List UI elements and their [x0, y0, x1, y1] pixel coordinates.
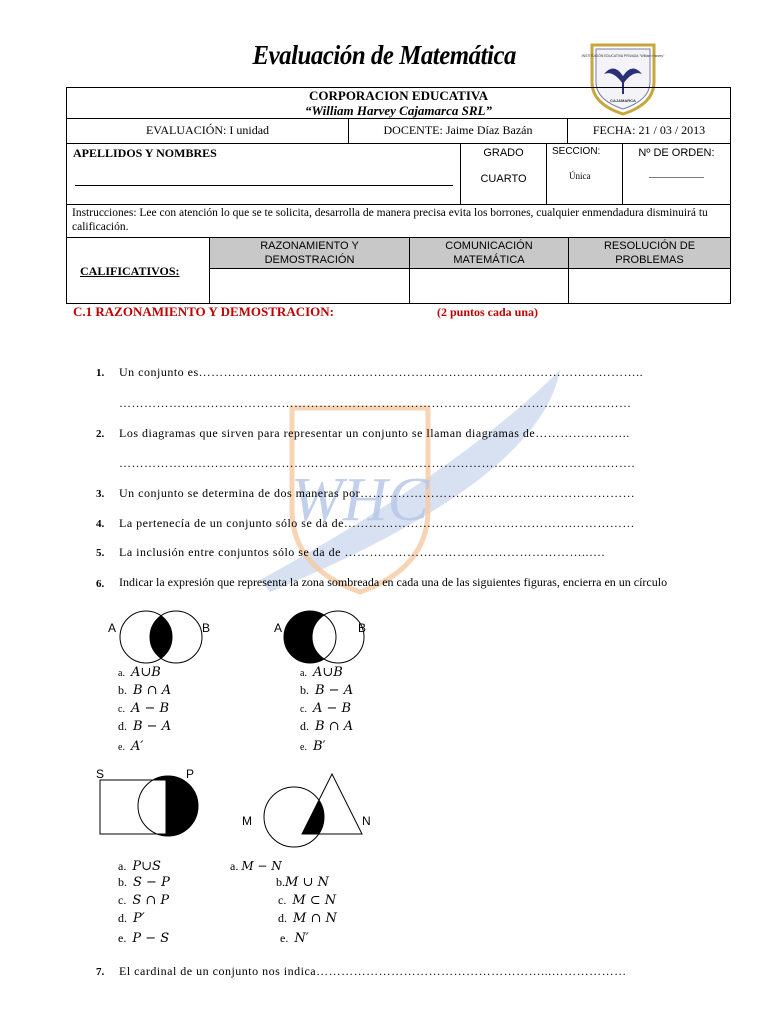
- grado-value: CUARTO: [480, 173, 527, 185]
- orden-label: Nº DE ORDEN:: [638, 147, 715, 159]
- option[interactable]: d. P′: [118, 911, 145, 926]
- docente-text: DOCENTE: Jaime Díaz Bazán: [383, 123, 533, 137]
- evaluacion-text: EVALUACIÓN: I unidad: [145, 123, 270, 137]
- org-name: CORPORACION EDUCATIVA: [308, 88, 488, 103]
- question-3: Un conjunto se determina de dos maneras por…………………………………………………………: [119, 486, 636, 500]
- apellidos-label: APELLIDOS Y NOMBRES: [73, 146, 217, 160]
- seccion-label: SECCION:: [552, 146, 601, 157]
- question-6: Indicar la expresión que representa la zona sombreada en cada una de las siguientes figuras, encierra en un círculo: [119, 575, 668, 589]
- docente-cell: [348, 118, 568, 144]
- org-cell: [66, 87, 731, 119]
- seccion-cell: [546, 143, 623, 205]
- col1-label: RAZONAMIENTO Y DEMOSTRACIÓN: [260, 240, 359, 266]
- seccion-value: Única: [569, 171, 591, 181]
- name-line[interactable]: [75, 185, 453, 186]
- set-label-s: S: [96, 767, 105, 781]
- question-5: La inclusión entre conjuntos sólo se da de …………………………………………………..….: [119, 545, 605, 559]
- evaluacion-cell: [66, 118, 349, 144]
- options-figure-1: [118, 665, 171, 757]
- instrucciones-text: Instrucciones: Lee con atención lo que se te solicita, desarrolla de manera precisa evita los borrones, cualquier enmendadura disminuirá tu calificación.: [72, 207, 708, 233]
- question-2: Los diagramas que sirven para representar un conjunto se llaman diagramas de…………………..: [119, 426, 630, 440]
- venn-figure-4: [232, 764, 382, 854]
- question-number: 6.: [96, 578, 105, 590]
- option[interactable]: a. P∪S: [118, 859, 161, 874]
- question-number: 1.: [96, 367, 105, 379]
- option[interactable]: a. M − N: [230, 859, 282, 873]
- answer-line[interactable]: …………………………………………………………………………………………………………….: [119, 456, 635, 470]
- option[interactable]: a. A∪B: [118, 665, 161, 680]
- col3-header: [568, 237, 731, 269]
- options-figure-3: [118, 859, 170, 949]
- option[interactable]: e. P − S: [118, 931, 170, 946]
- grado-cell: [460, 143, 547, 205]
- question-number: 4.: [96, 518, 105, 530]
- option[interactable]: d. B − A: [118, 719, 172, 734]
- calificativos-cell: [66, 237, 210, 304]
- answer-line[interactable]: ……………………………………………………………………………………………………………: [119, 396, 632, 410]
- question-7: El cardinal de un conjunto nos indica………………………………………………...………………: [119, 964, 627, 978]
- venn-figure-2: [272, 608, 382, 668]
- set-label-p: P: [186, 767, 195, 781]
- option[interactable]: c. M ⊂ N: [278, 893, 337, 908]
- shaded-region: [302, 774, 362, 834]
- col2-score[interactable]: [409, 268, 569, 304]
- org-subtitle: “William Harvey Cajamarca SRL”: [305, 103, 492, 118]
- set-label-m: M: [242, 814, 252, 828]
- section-points: (2 puntos cada una): [437, 305, 539, 319]
- col2-label: COMUNICACIÓN MATEMÁTICA: [445, 240, 533, 266]
- col1-header: [209, 237, 410, 269]
- option[interactable]: e. N′: [280, 931, 309, 946]
- watermark-text: WHC: [291, 466, 429, 534]
- option[interactable]: b. S − P: [118, 875, 170, 890]
- fecha-cell: [567, 118, 731, 144]
- logo-text-bottom: CAJAMARCA: [610, 98, 636, 103]
- col3-score[interactable]: [568, 268, 731, 304]
- page-title: Evaluación de Matemática: [252, 40, 516, 70]
- option[interactable]: d. B ∩ A: [300, 719, 354, 734]
- option[interactable]: c. A − B: [118, 701, 170, 716]
- col3-label: RESOLUCIÓN DE PROBLEMAS: [603, 240, 696, 266]
- grado-label: GRADO: [483, 147, 524, 159]
- venn-figure-3: [82, 766, 207, 838]
- set-label-b: B: [358, 621, 367, 635]
- logo-text-top: INSTITUCIÓN EDUCATIVA PRIVADA "William Harvey": [581, 54, 665, 58]
- orden-cell: [622, 143, 731, 205]
- calificativos-label: CALIFICATIVOS:: [80, 264, 180, 278]
- question-1: Un conjunto es……………………………………………………………………………………………..: [119, 365, 644, 379]
- question-number: 5.: [96, 547, 105, 559]
- options-figure-2: [300, 665, 353, 757]
- venn-figure-1: [100, 608, 230, 668]
- option[interactable]: b.M ∪ N: [276, 875, 329, 890]
- option[interactable]: e. A′: [118, 739, 144, 754]
- fecha-text: FECHA: 21 / 03 / 2013: [592, 123, 706, 137]
- options-figure-4: [230, 859, 337, 949]
- section-heading: C.1 RAZONAMIENTO Y DEMOSTRACION:: [73, 304, 334, 319]
- option[interactable]: b. B − A: [300, 683, 354, 698]
- question-number: 2.: [96, 428, 105, 440]
- orden-line: __________: [649, 167, 704, 179]
- instrucciones-cell: [66, 204, 731, 238]
- question-4: La pertenecía de un conjunto sólo se da de……………………………………………….……………: [119, 516, 635, 530]
- set-label-a: A: [274, 621, 283, 635]
- set-label-a: A: [108, 621, 117, 635]
- option[interactable]: e. B′: [300, 739, 326, 754]
- set-label-b: B: [202, 621, 211, 635]
- option[interactable]: b. B ∩ A: [118, 683, 172, 698]
- option[interactable]: c. A − B: [300, 701, 352, 716]
- col2-header: [409, 237, 569, 269]
- apellidos-cell: [66, 143, 461, 205]
- option[interactable]: d. M ∩ N: [278, 911, 337, 926]
- question-number: 3.: [96, 488, 105, 500]
- option[interactable]: c. S ∩ P: [118, 893, 170, 908]
- set-label-n: N: [362, 814, 371, 828]
- option[interactable]: a. A∪B: [300, 665, 343, 680]
- question-number: 7.: [96, 966, 105, 978]
- col1-score[interactable]: [209, 268, 410, 304]
